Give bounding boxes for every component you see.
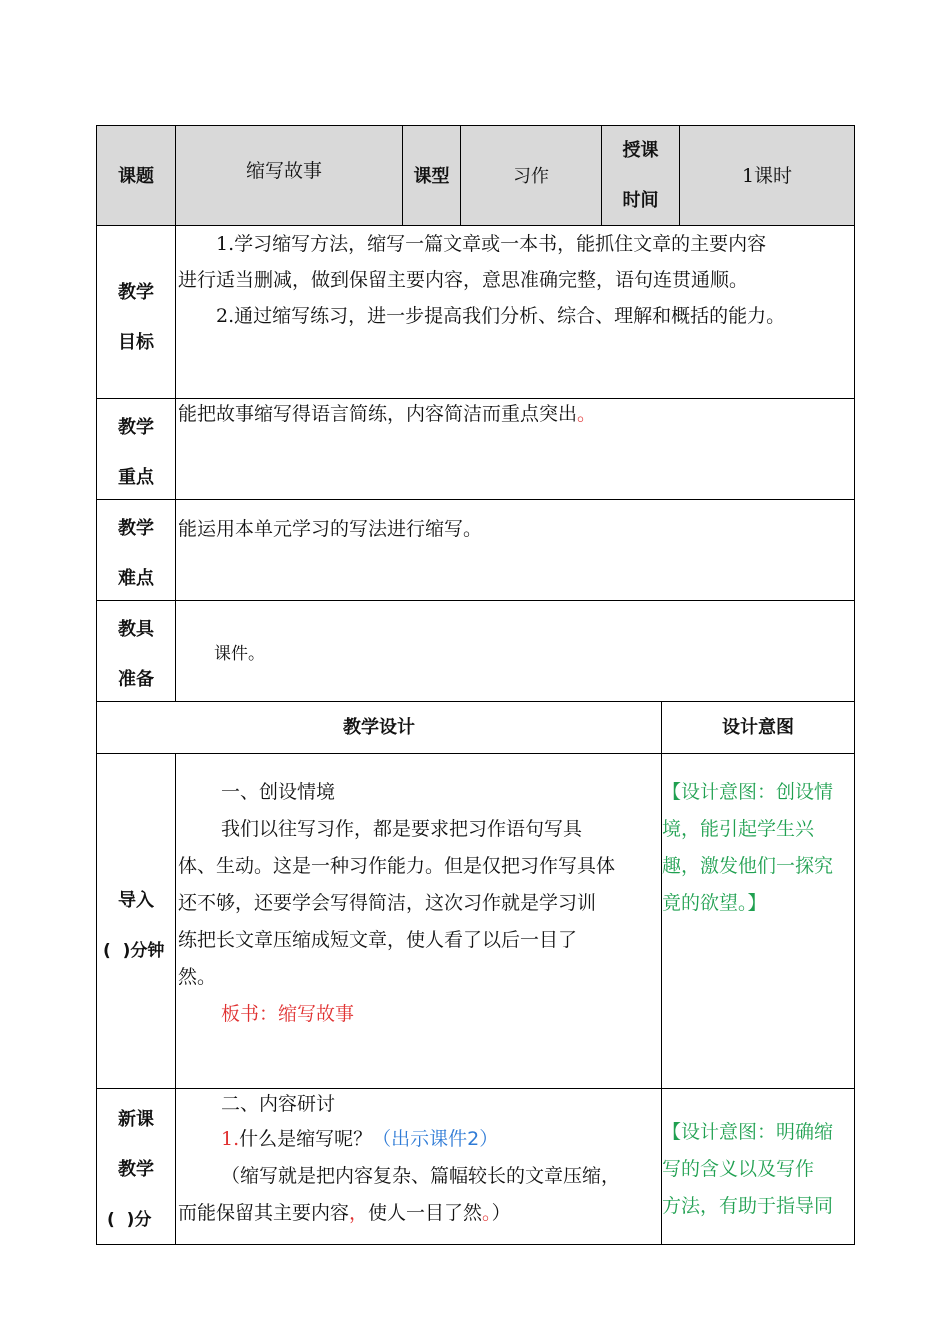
- intro-intent-1: 【设计意图：创设情: [662, 781, 834, 803]
- time-label-cell: [601, 125, 680, 226]
- answer-2a: 而能保留其主要内容: [178, 1202, 350, 1224]
- intro-intent-cell: [661, 753, 855, 1089]
- answer-2c: 使人一目了然: [368, 1202, 483, 1224]
- intro-content-cell: [175, 753, 662, 1089]
- intent-header-label: 设计意图: [722, 717, 794, 738]
- key-points-label-1: 教学: [118, 417, 154, 438]
- tools-label-2: 准备: [118, 669, 154, 690]
- answer-2d: 。: [482, 1202, 492, 1224]
- new-lesson-answer-2: [178, 1195, 511, 1232]
- new-lesson-intent-cell: [661, 1088, 855, 1245]
- difficulties-text: 能运用本单元学习的写法进行缩写。: [178, 518, 483, 540]
- objectives-line-1a: 1.学习缩写方法，缩写一篇文章或一本书，能抓住文章的主要内容: [216, 233, 767, 255]
- new-lesson-intent-2: 写的含义以及写作: [662, 1158, 815, 1180]
- new-lesson-intent-3: 方法，有助于指导同: [662, 1195, 834, 1217]
- difficulties-label-2: 难点: [118, 568, 154, 589]
- intro-label-1: 导入: [118, 890, 154, 911]
- time-value-cell: [679, 125, 855, 226]
- type-value-cell: [460, 125, 602, 226]
- new-lesson-heading: 二、内容研讨: [221, 1093, 336, 1115]
- question-number: 1.: [221, 1128, 240, 1150]
- type-value: 习作: [513, 166, 549, 187]
- difficulties-label-1: 教学: [118, 518, 154, 539]
- key-points-label-2: 重点: [118, 467, 154, 488]
- intro-paragraph-5: 然。: [178, 966, 217, 988]
- intro-heading: 一、创设情境: [221, 781, 336, 803]
- intro-label-2: ( )分钟: [103, 941, 165, 961]
- topic-label: 课题: [118, 166, 154, 187]
- topic-value-cell: [175, 125, 403, 226]
- difficulties-content-cell: [175, 499, 855, 601]
- intro-paragraph-1: 我们以往写习作，都是要求把习作语句写具: [221, 818, 583, 840]
- difficulties-label-cell: [96, 499, 176, 601]
- show-slide-link[interactable]: （出示课件2）: [372, 1128, 499, 1150]
- time-label-2: 时间: [622, 190, 659, 211]
- intro-paragraph-4: 练把长文章压缩成短文章，使人看了以后一目了: [178, 929, 578, 951]
- new-lesson-label-cell: [96, 1088, 176, 1245]
- tools-content-cell: [175, 600, 855, 702]
- intro-paragraph-2: 体、生动。这是一种习作能力。但是仅把习作写具体: [178, 855, 616, 877]
- type-label-cell: [402, 125, 461, 226]
- tools-text: 课件。: [214, 644, 265, 664]
- design-header-label: 教学设计: [343, 717, 415, 738]
- answer-2e: ）: [491, 1202, 511, 1224]
- tools-label-cell: [96, 600, 176, 702]
- topic-value: 缩写故事: [246, 160, 323, 182]
- type-label: 课型: [413, 166, 450, 187]
- objectives-content-cell: [175, 225, 855, 399]
- intro-label-cell: [96, 753, 176, 1089]
- question-text: 什么是缩写呢？: [239, 1128, 373, 1150]
- new-lesson-label-2: 教学: [118, 1159, 154, 1180]
- intent-header-cell: [661, 701, 855, 754]
- objectives-line-2: 2.通过缩写练习，进一步提高我们分析、综合、理解和概括的能力。: [216, 305, 786, 327]
- time-value: 1课时: [741, 165, 793, 187]
- new-lesson-answer-1: （缩写就是把内容复杂、篇幅较长的文章压缩，: [221, 1165, 621, 1187]
- key-points-line: [178, 396, 596, 433]
- new-lesson-label-3: ( )分: [107, 1210, 152, 1230]
- new-lesson-content-cell: [175, 1088, 662, 1245]
- intro-intent-2: 境，能引起学生兴: [662, 818, 815, 840]
- key-points-punct: 。: [577, 403, 597, 425]
- tools-label-1: 教具: [118, 619, 154, 640]
- design-header-cell: [96, 701, 662, 754]
- objectives-label-cell: [96, 225, 176, 399]
- objectives-label-2: 目标: [118, 332, 154, 353]
- new-lesson-intent-1: 【设计意图：明确缩: [662, 1121, 834, 1143]
- intro-intent-3: 趣，激发他们一探究: [662, 855, 834, 877]
- intro-board-text: 板书：缩写故事: [221, 1003, 355, 1025]
- key-points-text: 能把故事缩写得语言简练，内容简洁而重点突出: [178, 403, 578, 425]
- objectives-line-1b: 进行适当删减，做到保留主要内容，意思准确完整，语句连贯通顺。: [178, 269, 749, 291]
- topic-label-cell: [96, 125, 176, 226]
- objectives-label-1: 教学: [118, 282, 154, 303]
- intro-intent-4: 竟的欲望。】: [662, 892, 767, 914]
- new-lesson-question: [221, 1121, 498, 1158]
- key-points-content-cell: [175, 398, 855, 500]
- key-points-label-cell: [96, 398, 176, 500]
- new-lesson-label-1: 新课: [118, 1109, 154, 1130]
- answer-2b: ，: [349, 1202, 369, 1224]
- intro-paragraph-3: 还不够，还要学会写得简洁，这次习作就是学习训: [178, 892, 597, 914]
- time-label-1: 授课: [622, 140, 659, 161]
